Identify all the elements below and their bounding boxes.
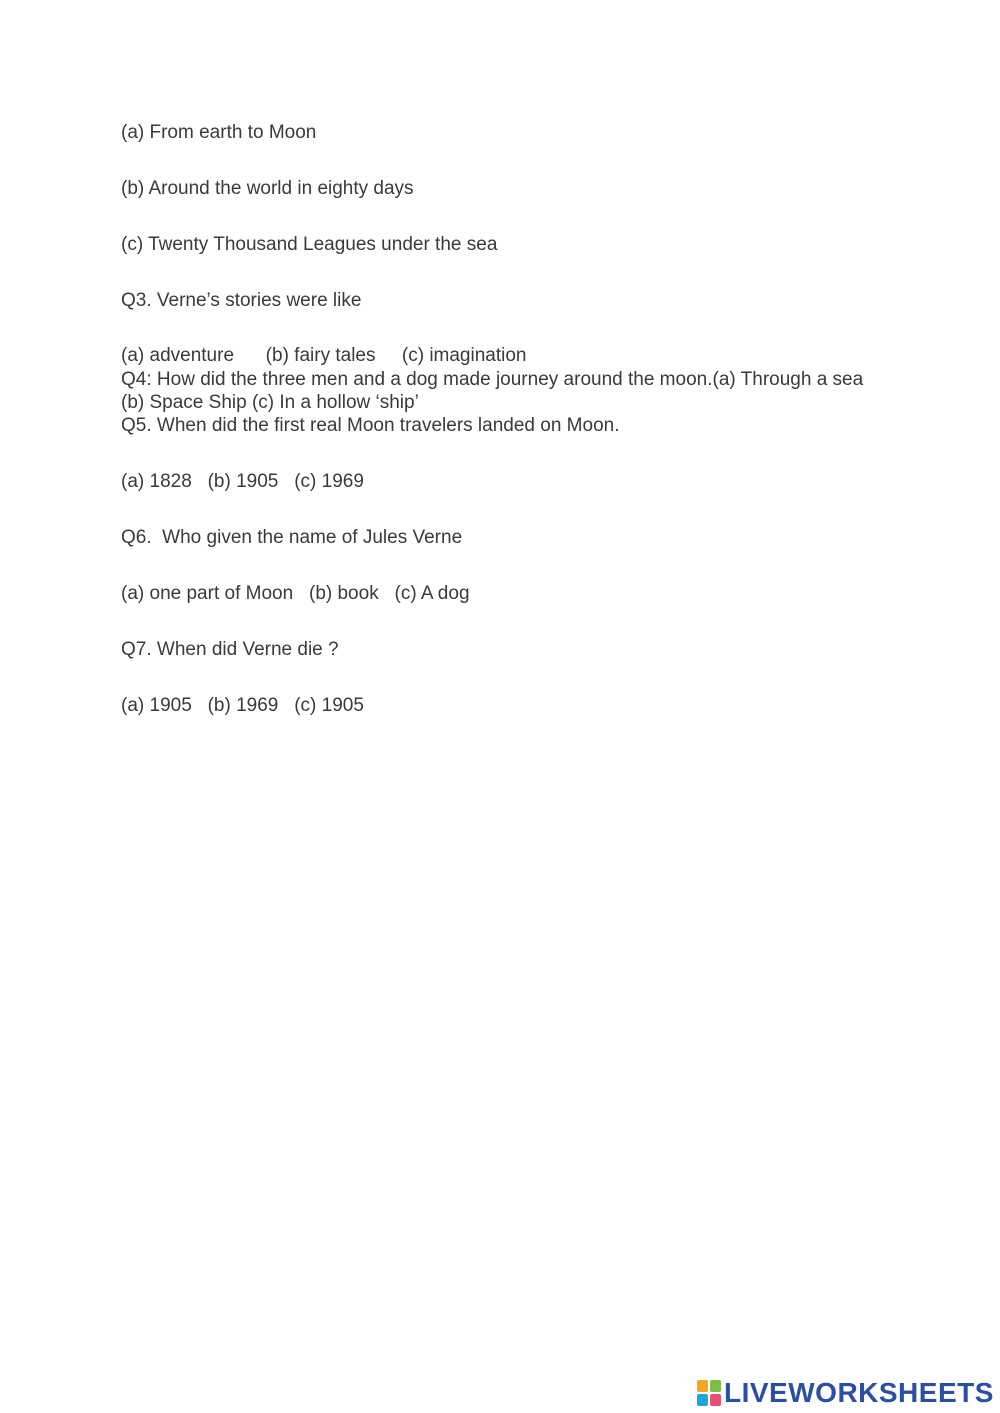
option-text: (b) Around the world in eighty days — [121, 178, 414, 199]
question-text: Q3. Verne’s stories were like — [121, 290, 362, 311]
option-text: (a) 1828 (b) 1905 (c) 1969 — [121, 471, 364, 492]
liveworksheets-logo — [697, 1378, 994, 1408]
option-text: (a) 1905 (b) 1969 (c) 1905 — [121, 695, 364, 716]
option-text: (a) From earth to Moon — [121, 122, 317, 143]
question-text: Q7. When did Verne die ? — [121, 639, 339, 660]
option-text: (a) adventure (b) fairy tales (c) imagination — [121, 345, 527, 366]
option-text: (c) Twenty Thousand Leagues under the sea — [121, 234, 498, 255]
liveworksheets-logo-icon — [697, 1380, 721, 1406]
question-text: Q6. Who given the name of Jules Verne — [121, 527, 463, 548]
option-text: (a) one part of Moon (b) book (c) A dog — [121, 583, 470, 604]
question-text: Q5. When did the first real Moon travelers landed on Moon. — [121, 415, 620, 436]
question-text: Q4: How did the three men and a dog made journey around the moon.(a) Through a sea (b) Space Ship (c) In a hollow ‘ship’ — [121, 369, 864, 413]
liveworksheets-brand-text: LIVEWORKSHEETS — [724, 1377, 994, 1408]
